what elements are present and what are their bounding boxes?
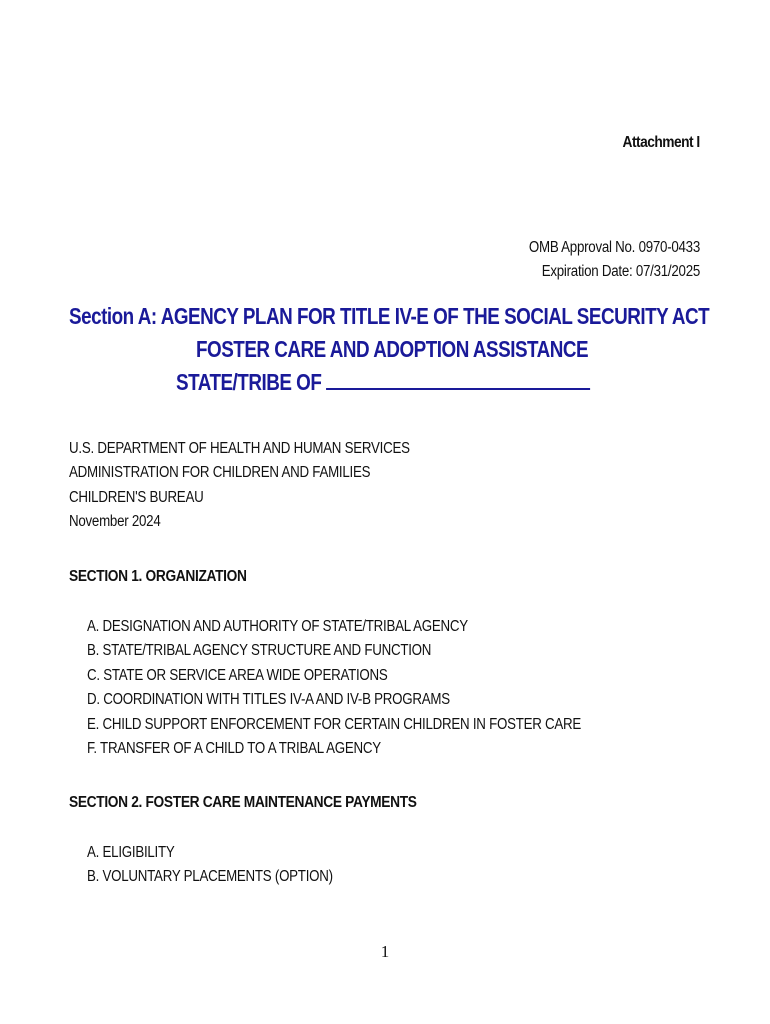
section-2-list [87,841,333,890]
list-item: E. CHILD SUPPORT ENFORCEMENT FOR CERTAIN CHILDREN IN FOSTER CARE [87,715,582,733]
page-number [0,942,770,962]
department-info [69,437,410,535]
state-tribe-label: STATE/TRIBE OF [176,369,322,395]
list-item: B. STATE/TRIBAL AGENCY STRUCTURE AND FUNCTION [87,642,432,660]
title-line-3 [176,366,590,398]
list-item: F. TRANSFER OF A CHILD TO A TRIBAL AGENCY [87,740,381,758]
list-item: A. DESIGNATION AND AUTHORITY OF STATE/TRIBAL AGENCY [87,618,468,635]
administration-name: ADMINISTRATION FOR CHILDREN AND FAMILIES [69,464,371,482]
list-item: A. ELIGIBILITY [87,844,175,861]
list-item: C. STATE OR SERVICE AREA WIDE OPERATIONS [87,666,388,684]
document-date: November 2024 [69,513,161,531]
page-number-text: 1 [380,942,390,961]
list-item: B. VOLUNTARY PLACEMENTS (OPTION) [87,868,333,886]
title-line-2: FOSTER CARE AND ADOPTION ASSISTANCE [196,336,589,362]
department-name: U.S. DEPARTMENT OF HEALTH AND HUMAN SERVICES [69,440,410,457]
section-1-list [87,615,581,761]
omb-info [529,236,700,284]
list-item: D. COORDINATION WITH TITLES IV-A AND IV-B PROGRAMS [87,691,450,709]
omb-expiration-date: Expiration Date: 07/31/2025 [541,263,700,280]
attachment-label: Attachment I [622,134,700,151]
state-tribe-blank-field[interactable] [326,366,590,390]
omb-approval-number: OMB Approval No. 0970-0433 [528,239,700,256]
section-1-heading: SECTION 1. ORGANIZATION [69,568,247,585]
section-2-heading: SECTION 2. FOSTER CARE MAINTENANCE PAYMENTS [69,794,417,811]
title-line-1: Section A: AGENCY PLAN FOR TITLE IV-E OF THE SOCIAL SECURITY ACT [69,303,710,329]
bureau-name: CHILDREN'S BUREAU [69,488,204,506]
